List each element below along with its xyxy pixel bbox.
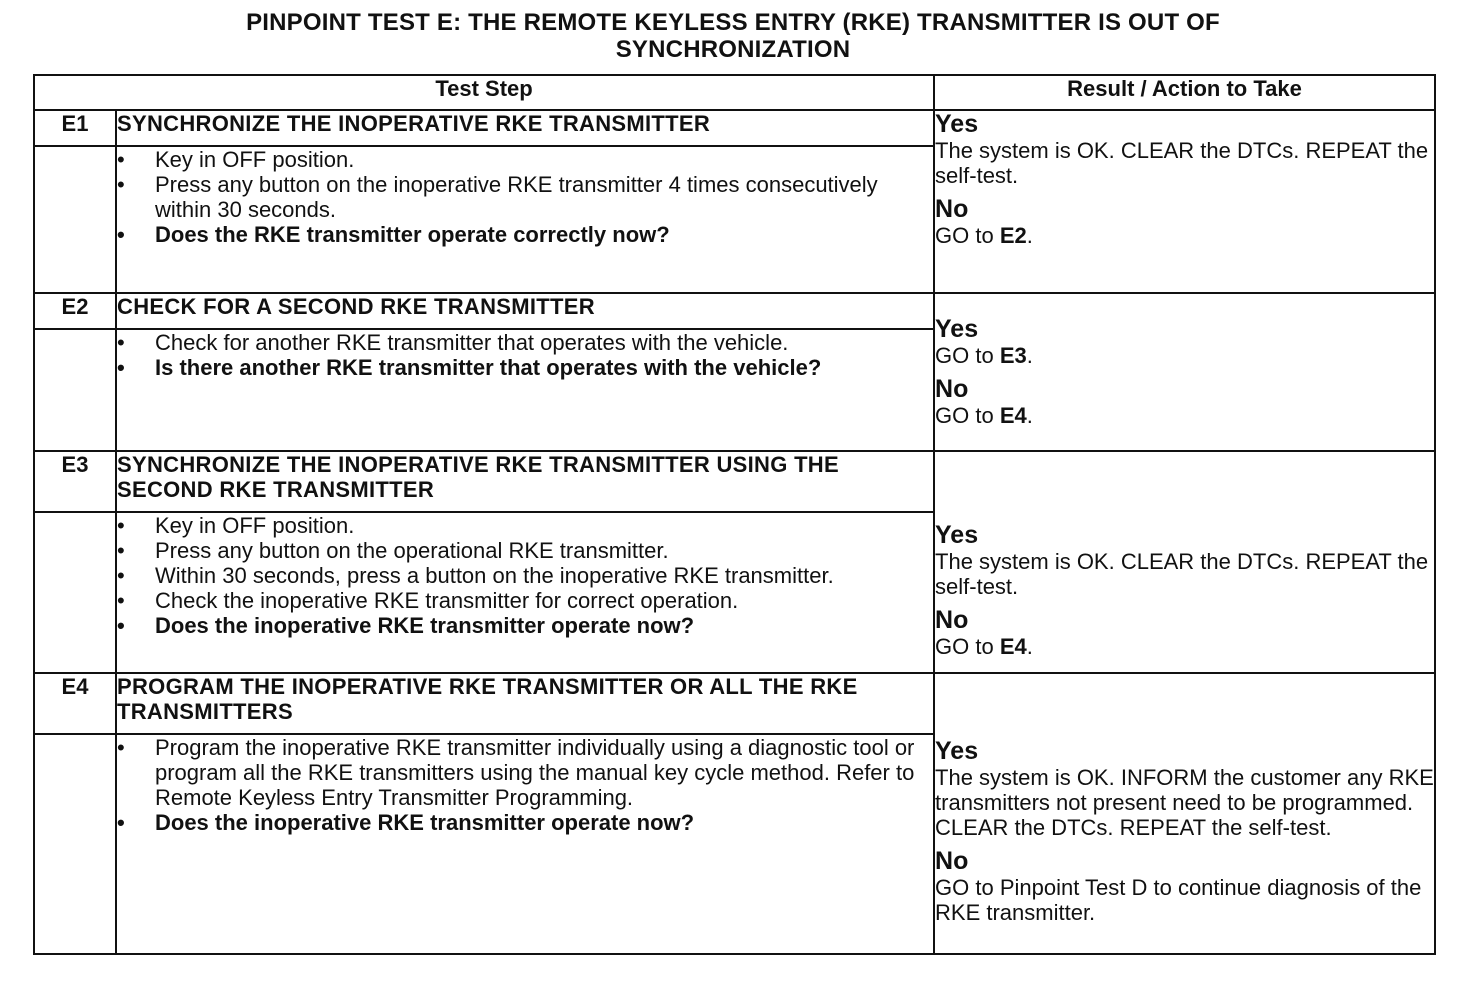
no-label: No: [935, 195, 969, 223]
step-id: E4: [34, 673, 116, 734]
yes-action-text: GO to: [935, 343, 1000, 368]
no-action-text: GO to: [935, 403, 1000, 428]
yes-action-suffix: .: [1026, 343, 1033, 368]
step-title: CHECK FOR A SECOND RKE TRANSMITTER: [116, 293, 934, 329]
no-action-suffix: .: [1026, 634, 1033, 659]
yes-action: The system is OK. CLEAR the DTCs. REPEAT the self-test.: [935, 549, 1429, 599]
no-action-text: GO to: [935, 223, 1000, 248]
header-row: [34, 75, 1435, 110]
header-test-step: Test Step: [34, 75, 934, 110]
step-bullets: [117, 513, 933, 638]
step-id-blank: [34, 512, 116, 673]
title-line-2: SYNCHRONIZATION: [615, 36, 851, 63]
no-label: No: [935, 606, 969, 634]
step-title: SYNCHRONIZE THE INOPERATIVE RKE TRANSMITTER: [116, 110, 934, 146]
result-cell: [934, 293, 1435, 451]
list-item: • Press any button on the operational RKE transmitter.: [117, 538, 669, 563]
step-id-blank: [34, 146, 116, 293]
step-bullets: [117, 330, 933, 380]
list-item: • Within 30 seconds, press a button on the inoperative RKE transmitter.: [117, 563, 834, 588]
result-cell: [934, 451, 1435, 673]
list-item: • Check the inoperative RKE transmitter for correct operation.: [117, 588, 739, 613]
step-id-blank: [34, 329, 116, 451]
yes-action: The system is OK. CLEAR the DTCs. REPEAT the self-test.: [935, 138, 1429, 188]
no-action-target: E4: [999, 403, 1027, 428]
step-bullets: [117, 735, 933, 835]
no-label: No: [935, 375, 969, 403]
yes-label: Yes: [935, 737, 979, 765]
step-id: E2: [34, 293, 116, 329]
yes-label: Yes: [935, 521, 979, 549]
step-question: • Does the inoperative RKE transmitter operate now?: [117, 613, 695, 638]
no-label: No: [935, 847, 969, 875]
step-body: [116, 146, 934, 293]
header-result: Result / Action to Take: [934, 75, 1435, 110]
yes-label: Yes: [935, 110, 979, 138]
step-title-row: [34, 451, 1435, 512]
step-body: [116, 512, 934, 673]
step-title-row: [34, 293, 1435, 329]
step-id-blank: [34, 734, 116, 954]
yes-label: Yes: [935, 315, 979, 343]
no-action-target: E4: [999, 634, 1027, 659]
list-item: • Program the inoperative RKE transmitter individually using a diagnostic tool or program all the RKE transmitters using the manual key cycle method. Refer to Remote Keyless Entry Transmitter Programming.: [117, 735, 915, 810]
step-id: E1: [34, 110, 116, 146]
pinpoint-test-table: [33, 74, 1436, 955]
list-item: • Check for another RKE transmitter that operates with the vehicle.: [117, 330, 789, 355]
step-body: [116, 329, 934, 451]
no-action-target: E2: [999, 223, 1027, 248]
list-item: • Key in OFF position.: [117, 513, 355, 538]
step-id: E3: [34, 451, 116, 512]
step-title: PROGRAM THE INOPERATIVE RKE TRANSMITTER OR ALL THE RKE TRANSMITTERS: [116, 673, 934, 734]
document-title: [33, 9, 1433, 63]
no-action-text: GO to: [935, 634, 1000, 659]
title-line-1: PINPOINT TEST E: THE REMOTE KEYLESS ENTRY (RKE) TRANSMITTER IS OUT OF: [246, 9, 1220, 36]
step-title-row: [34, 673, 1435, 734]
no-action: GO to Pinpoint Test D to continue diagnosis of the RKE transmitter.: [935, 875, 1422, 925]
no-action: [935, 223, 1434, 248]
no-action: [935, 634, 1434, 659]
no-action: [935, 403, 1434, 428]
step-question: • Does the inoperative RKE transmitter operate now?: [117, 810, 695, 835]
no-action-suffix: .: [1026, 403, 1033, 428]
yes-action: The system is OK. INFORM the customer any RKE transmitters not present need to be programmed. CLEAR the DTCs. REPEAT the self-test.: [935, 765, 1434, 840]
list-item: • Press any button on the inoperative RKE transmitter 4 times consecutively within 30 seconds.: [117, 172, 878, 222]
result-cell: [934, 110, 1435, 293]
list-item: • Key in OFF position.: [117, 147, 355, 172]
yes-action-target: E3: [999, 343, 1027, 368]
yes-action: [935, 343, 1434, 368]
step-question: • Is there another RKE transmitter that operates with the vehicle?: [117, 355, 822, 380]
step-title-row: [34, 110, 1435, 146]
result-cell: [934, 673, 1435, 954]
step-title: SYNCHRONIZE THE INOPERATIVE RKE TRANSMITTER USING THE SECOND RKE TRANSMITTER: [116, 451, 934, 512]
no-action-suffix: .: [1026, 223, 1033, 248]
step-bullets: [117, 147, 933, 247]
step-question: • Does the RKE transmitter operate correctly now?: [117, 222, 670, 247]
step-body: [116, 734, 934, 954]
